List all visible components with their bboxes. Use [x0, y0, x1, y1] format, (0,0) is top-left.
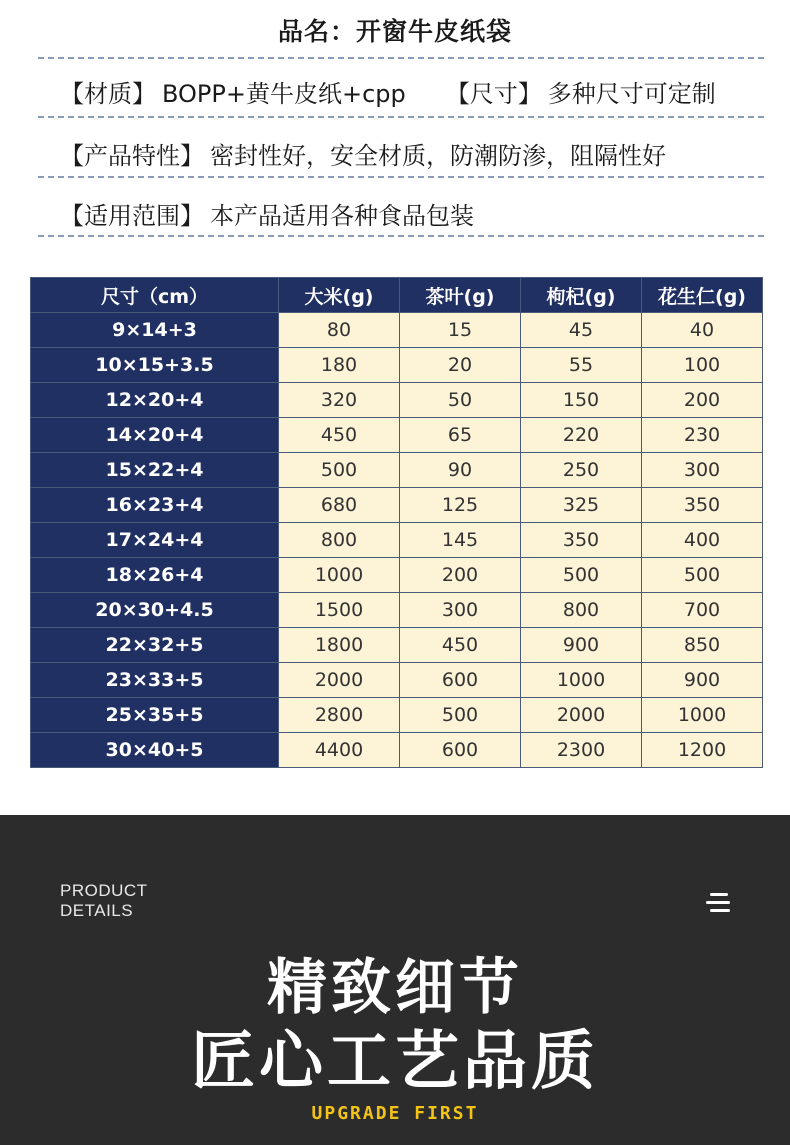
table-row [31, 698, 763, 733]
size-cell: 22×32+5 [31, 628, 279, 663]
details-banner [0, 815, 790, 1145]
table-row [31, 418, 763, 453]
value-cell: 2300 [521, 733, 642, 768]
divider [38, 116, 764, 118]
feature-key: 【产品特性】 [60, 142, 204, 170]
value-cell: 1000 [642, 698, 763, 733]
size-key: 【尺寸】 [445, 80, 542, 108]
value-cell: 500 [521, 558, 642, 593]
table-row [31, 313, 763, 348]
headline-secondary: 匠心工艺品质 [191, 1025, 599, 1099]
value-cell: 500 [279, 453, 400, 488]
value-cell: 2000 [521, 698, 642, 733]
capacity-table [30, 277, 763, 768]
value-cell: 320 [279, 383, 400, 418]
value-cell: 50 [400, 383, 521, 418]
value-cell: 15 [400, 313, 521, 348]
column-header-goji: 枸杞(g) [521, 278, 642, 313]
material-size-row [60, 74, 716, 109]
size-cell: 30×40+5 [31, 733, 279, 768]
usage-key: 【适用范围】 [60, 202, 204, 230]
value-cell: 500 [400, 698, 521, 733]
table-row [31, 488, 763, 523]
table-row [31, 628, 763, 663]
value-cell: 200 [400, 558, 521, 593]
size-cell: 16×23+4 [31, 488, 279, 523]
value-cell: 1500 [279, 593, 400, 628]
value-cell: 2800 [279, 698, 400, 733]
table-row [31, 348, 763, 383]
value-cell: 180 [279, 348, 400, 383]
value-cell: 230 [642, 418, 763, 453]
column-header-rice: 大米(g) [279, 278, 400, 313]
product-details-label [60, 881, 148, 921]
value-cell: 55 [521, 348, 642, 383]
value-cell: 1000 [279, 558, 400, 593]
material-value: BOPP+黄牛皮纸+cpp [162, 80, 406, 108]
value-cell: 90 [400, 453, 521, 488]
size-cell: 18×26+4 [31, 558, 279, 593]
divider [38, 57, 764, 59]
value-cell: 1200 [642, 733, 763, 768]
value-cell: 680 [279, 488, 400, 523]
value-cell: 300 [642, 453, 763, 488]
value-cell: 100 [642, 348, 763, 383]
table-header-row [31, 278, 763, 313]
value-cell: 1000 [521, 663, 642, 698]
value-cell: 400 [642, 523, 763, 558]
usage-value: 本产品适用各种食品包装 [210, 202, 474, 230]
value-cell: 1800 [279, 628, 400, 663]
value-cell: 900 [521, 628, 642, 663]
value-cell: 65 [400, 418, 521, 453]
table-row [31, 663, 763, 698]
size-cell: 14×20+4 [31, 418, 279, 453]
value-cell: 800 [279, 523, 400, 558]
value-cell: 900 [642, 663, 763, 698]
table-row [31, 733, 763, 768]
tagline: UPGRADE FIRST [311, 1103, 479, 1124]
usage-row [60, 196, 474, 231]
column-header-size: 尺寸（cm） [31, 278, 279, 313]
table-row [31, 523, 763, 558]
product-title: 品名：开窗牛皮纸袋 [277, 17, 512, 46]
size-cell: 12×20+4 [31, 383, 279, 418]
value-cell: 200 [642, 383, 763, 418]
value-cell: 145 [400, 523, 521, 558]
value-cell: 2000 [279, 663, 400, 698]
value-cell: 850 [642, 628, 763, 663]
value-cell: 325 [521, 488, 642, 523]
label-line: PRODUCT [60, 881, 148, 900]
value-cell: 150 [521, 383, 642, 418]
value-cell: 600 [400, 733, 521, 768]
feature-row [60, 136, 666, 171]
column-header-peanut: 花生仁(g) [642, 278, 763, 313]
value-cell: 800 [521, 593, 642, 628]
value-cell: 350 [642, 488, 763, 523]
value-cell: 350 [521, 523, 642, 558]
value-cell: 80 [279, 313, 400, 348]
divider [38, 235, 764, 237]
value-cell: 45 [521, 313, 642, 348]
table-row [31, 453, 763, 488]
value-cell: 600 [400, 663, 521, 698]
size-cell: 20×30+4.5 [31, 593, 279, 628]
value-cell: 700 [642, 593, 763, 628]
value-cell: 500 [642, 558, 763, 593]
value-cell: 450 [400, 628, 521, 663]
material-key: 【材质】 [60, 80, 156, 108]
value-cell: 20 [400, 348, 521, 383]
size-cell: 9×14+3 [31, 313, 279, 348]
size-cell: 25×35+5 [31, 698, 279, 733]
size-cell: 10×15+3.5 [31, 348, 279, 383]
column-header-tea: 茶叶(g) [400, 278, 521, 313]
value-cell: 250 [521, 453, 642, 488]
size-cell: 15×22+4 [31, 453, 279, 488]
size-cell: 17×24+4 [31, 523, 279, 558]
headline-primary: 精致细节 [267, 953, 523, 1023]
value-cell: 125 [400, 488, 521, 523]
value-cell: 300 [400, 593, 521, 628]
value-cell: 220 [521, 418, 642, 453]
value-cell: 40 [642, 313, 763, 348]
label-line: DETAILS [60, 901, 134, 920]
value-cell: 4400 [279, 733, 400, 768]
size-value: 多种尺寸可定制 [547, 80, 716, 108]
table-row [31, 558, 763, 593]
table-row [31, 383, 763, 418]
size-cell: 23×33+5 [31, 663, 279, 698]
value-cell: 450 [279, 418, 400, 453]
menu-icon [706, 891, 730, 915]
feature-value: 密封性好，安全材质，防潮防渗，阻隔性好 [210, 142, 666, 170]
table-row [31, 593, 763, 628]
divider [38, 176, 764, 178]
